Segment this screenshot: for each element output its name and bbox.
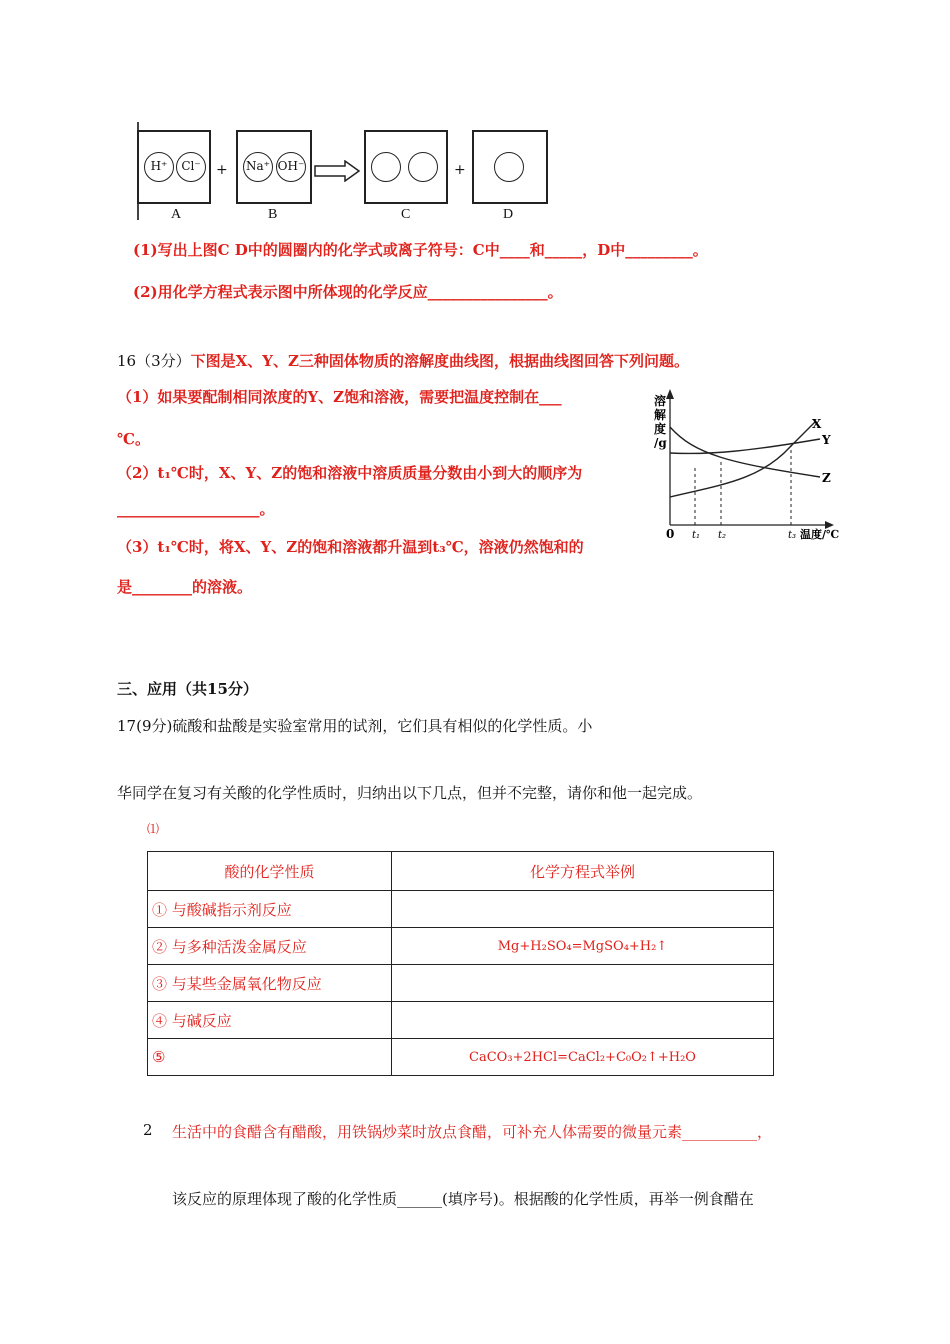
- table-row: [148, 965, 774, 1002]
- table-row: [148, 891, 774, 928]
- q16-part2b: ___________________。: [117, 500, 275, 518]
- table-header-row: [148, 852, 774, 891]
- arrow-icon: [313, 160, 361, 182]
- series-y-curve: [670, 439, 820, 453]
- y-axis-arrow-icon: [666, 389, 674, 399]
- q17-line2: 华同学在复习有关酸的化学性质时，归纳出以下几点，但并不完整，请你和他一起完成。: [117, 784, 703, 802]
- series-z-curve: [670, 427, 820, 477]
- y-label-char: 解: [654, 408, 667, 422]
- q2-line2: 该反应的原理体现了酸的化学性质______(填序号)。根据酸的化学性质，再举一例食醋在: [172, 1190, 754, 1208]
- q16-part1b: ℃。: [117, 430, 150, 448]
- box-d: [472, 130, 548, 204]
- solubility-chart: [640, 385, 850, 550]
- tick-label-t3: t₃: [788, 530, 797, 541]
- table-row: [148, 1002, 774, 1039]
- label-d: D: [503, 207, 514, 222]
- ion-oh-minus: OH⁻: [276, 152, 306, 182]
- equation-cell: [392, 891, 774, 928]
- legend-y: Y: [822, 433, 831, 447]
- plus-sign: +: [216, 162, 228, 178]
- ion-cl-minus: Cl⁻: [176, 152, 206, 182]
- q2-text: 生活中的食醋含有醋酸，用铁锅炒菜时放点食醋，可补充人体需要的微量元素__________，: [172, 1123, 773, 1141]
- table-header: 化学方程式举例: [392, 852, 774, 891]
- section3-heading: 三、应用（共15分）: [117, 680, 258, 698]
- ion-na-plus: Na⁺: [243, 152, 273, 182]
- equation-cell: [392, 1002, 774, 1039]
- y-label-char: 溶: [654, 394, 667, 408]
- q16-part2a: （2）t₁℃时，X、Y、Z的饱和溶液中溶质质量分数由小到大的顺序为: [117, 464, 583, 482]
- tick-label-t1: t₁: [692, 530, 701, 541]
- tick-label-t2: t₂: [718, 530, 727, 541]
- table-header: 酸的化学性质: [148, 852, 392, 891]
- property-cell: ② 与多种活泼金属反应: [148, 928, 392, 965]
- acid-properties-table: [147, 851, 774, 1076]
- table-row: [148, 928, 774, 965]
- origin-label: 0: [666, 527, 675, 541]
- empty-circle: [494, 152, 524, 182]
- q16-part3a: （3）t₁℃时，将X、Y、Z的饱和溶液都升温到t₃℃，溶液仍然饱和的: [117, 538, 584, 556]
- property-cell: ③ 与某些金属氧化物反应: [148, 965, 392, 1002]
- empty-circle: [408, 152, 438, 182]
- table-row: [148, 1039, 774, 1076]
- q16-number: 16（3分）: [117, 352, 191, 370]
- ion-h-plus: H⁺: [144, 152, 174, 182]
- q16-intro: [117, 350, 689, 371]
- box-c: [364, 130, 448, 204]
- property-cell: ① 与酸碱指示剂反应: [148, 891, 392, 928]
- series-x-curve: [670, 421, 816, 497]
- empty-circle: [371, 152, 401, 182]
- equation-cell: CaCO₃+2HCl=CaCl₂+C₀O₂↑+H₂O: [392, 1039, 774, 1076]
- q17-line1: 17(9分)硫酸和盐酸是实验室常用的试剂，它们具有相似的化学性质。小: [117, 717, 593, 735]
- label-a: A: [171, 207, 182, 222]
- property-cell: ⑤: [148, 1039, 392, 1076]
- legend-z: Z: [822, 471, 831, 485]
- box-a: [137, 130, 211, 204]
- box-b: [236, 130, 312, 204]
- subquestion-1-marker: ⑴: [147, 822, 160, 836]
- q16-part1a: （1）如果要配制相同浓度的Y、Z饱和溶液，需要把温度控制在___: [117, 388, 562, 406]
- equation-cell: Mg+H₂SO₄=MgSO₄+H₂↑: [392, 928, 774, 965]
- y-label-char: /g: [654, 436, 667, 450]
- property-cell: ④ 与碱反应: [148, 1002, 392, 1039]
- q2-number: 2: [143, 1121, 153, 1139]
- label-c: C: [401, 207, 411, 222]
- x-axis-label: 温度/℃: [800, 528, 840, 541]
- q15-part1: (1)写出上图C D中的圆圈内的化学式或离子符号：C中____和_____，D中_________。: [133, 241, 708, 259]
- plus-sign: +: [454, 162, 466, 178]
- equation-cell: [392, 965, 774, 1002]
- q16-intro-text: 下图是X、Y、Z三种固体物质的溶解度曲线图，根据曲线图回答下列问题。: [190, 352, 689, 370]
- y-label-char: 度: [654, 422, 667, 436]
- label-b: B: [268, 207, 278, 222]
- q16-part3b: 是________的溶液。: [117, 578, 253, 596]
- legend-x: X: [812, 417, 822, 431]
- q15-part2: (2)用化学方程式表示图中所体现的化学反应________________。: [133, 283, 563, 301]
